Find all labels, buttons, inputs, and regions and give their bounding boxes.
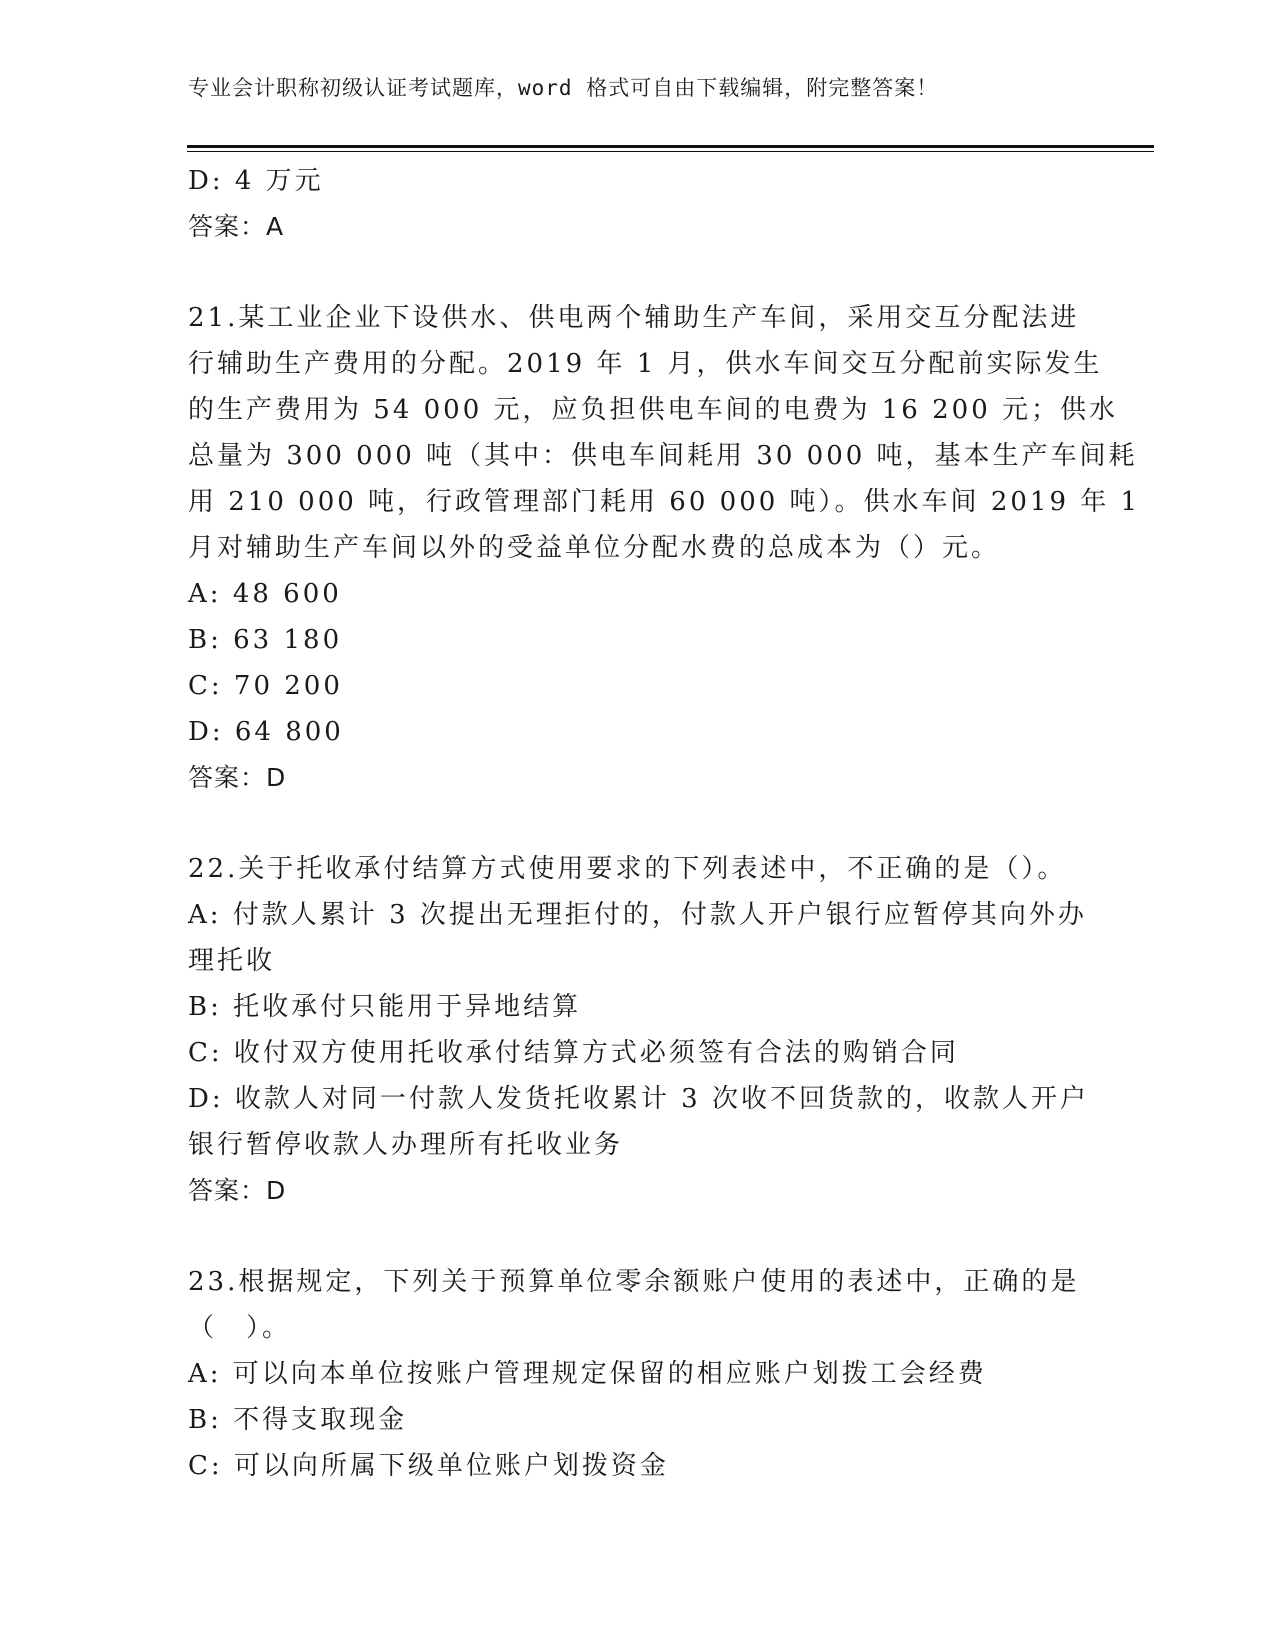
page-header: 专业会计职称初级认证考试题库，word 格式可自由下载编辑，附完整答案！ bbox=[188, 76, 939, 100]
question-22 bbox=[188, 846, 1089, 1214]
q23-stem-line: 23.根据规定，下列关于预算单位零余额账户使用的表述中，正确的是 bbox=[188, 1267, 1080, 1297]
prev-answer: 答案：A bbox=[188, 212, 285, 241]
q23-stem-line: （ ）。 bbox=[188, 1313, 292, 1343]
q21-option-d: D: 64 800 bbox=[188, 717, 344, 747]
q21-answer: 答案：D bbox=[188, 763, 287, 792]
header-rule-thin bbox=[187, 151, 1154, 152]
spacer bbox=[188, 801, 1078, 846]
header-rule-thick bbox=[187, 145, 1154, 148]
question-23 bbox=[188, 1259, 1078, 1489]
q23-option-c: C: 可以向所属下级单位账户划拨资金 bbox=[188, 1451, 669, 1481]
q21-stem-line: 月对辅助生产车间以外的受益单位分配水费的总成本为（）元。 bbox=[188, 533, 1001, 563]
q21-option-b: B: 63 180 bbox=[188, 625, 343, 655]
q23-option-b: B: 不得支取现金 bbox=[188, 1405, 408, 1435]
document-body bbox=[188, 158, 1141, 1489]
q21-stem-line: 总量为 300 000 吨（其中：供电车间耗用 30 000 吨，基本生产车间耗 bbox=[188, 441, 1138, 471]
q22-answer: 答案：D bbox=[188, 1176, 287, 1205]
q22-option-c: C: 收付双方使用托收承付结算方式必须签有合法的购销合同 bbox=[188, 1038, 959, 1068]
prev-option-d: D: 4 万元 bbox=[188, 166, 324, 196]
q22-option-d-cont: 银行暂停收款人办理所有托收业务 bbox=[188, 1130, 624, 1160]
q22-option-b: B: 托收承付只能用于异地结算 bbox=[188, 992, 582, 1022]
q21-stem-line: 行辅助生产费用的分配。2019 年 1 月，供水车间交互分配前实际发生 bbox=[188, 349, 1103, 379]
q22-option-d: D: 收款人对同一付款人发货托收累计 3 次收不回货款的，收款人开户 bbox=[188, 1084, 1089, 1114]
q23-option-a: A: 可以向本单位按账户管理规定保留的相应账户划拨工会经费 bbox=[188, 1359, 987, 1389]
spacer bbox=[188, 250, 1078, 295]
q21-option-a: A: 48 600 bbox=[188, 579, 342, 609]
question-21 bbox=[188, 295, 1141, 801]
q22-option-a: A: 付款人累计 3 次提出无理拒付的，付款人开户银行应暂停其向外办 bbox=[188, 900, 1087, 930]
q22-stem-line: 22.关于托收承付结算方式使用要求的下列表述中，不正确的是（）。 bbox=[188, 854, 1067, 884]
spacer bbox=[188, 1214, 1078, 1259]
q21-stem-line: 的生产费用为 54 000 元，应负担供电车间的电费为 16 200 元；供水 bbox=[188, 395, 1119, 425]
q22-option-a-cont: 理托收 bbox=[188, 946, 276, 976]
q21-option-c: C: 70 200 bbox=[188, 671, 343, 701]
q21-stem-line: 21.某工业企业下设供水、供电两个辅助生产车间，采用交互分配法进 bbox=[188, 303, 1080, 333]
q21-stem-line: 用 210 000 吨，行政管理部门耗用 60 000 吨）。供水车间 2019 年 1 bbox=[188, 487, 1141, 517]
